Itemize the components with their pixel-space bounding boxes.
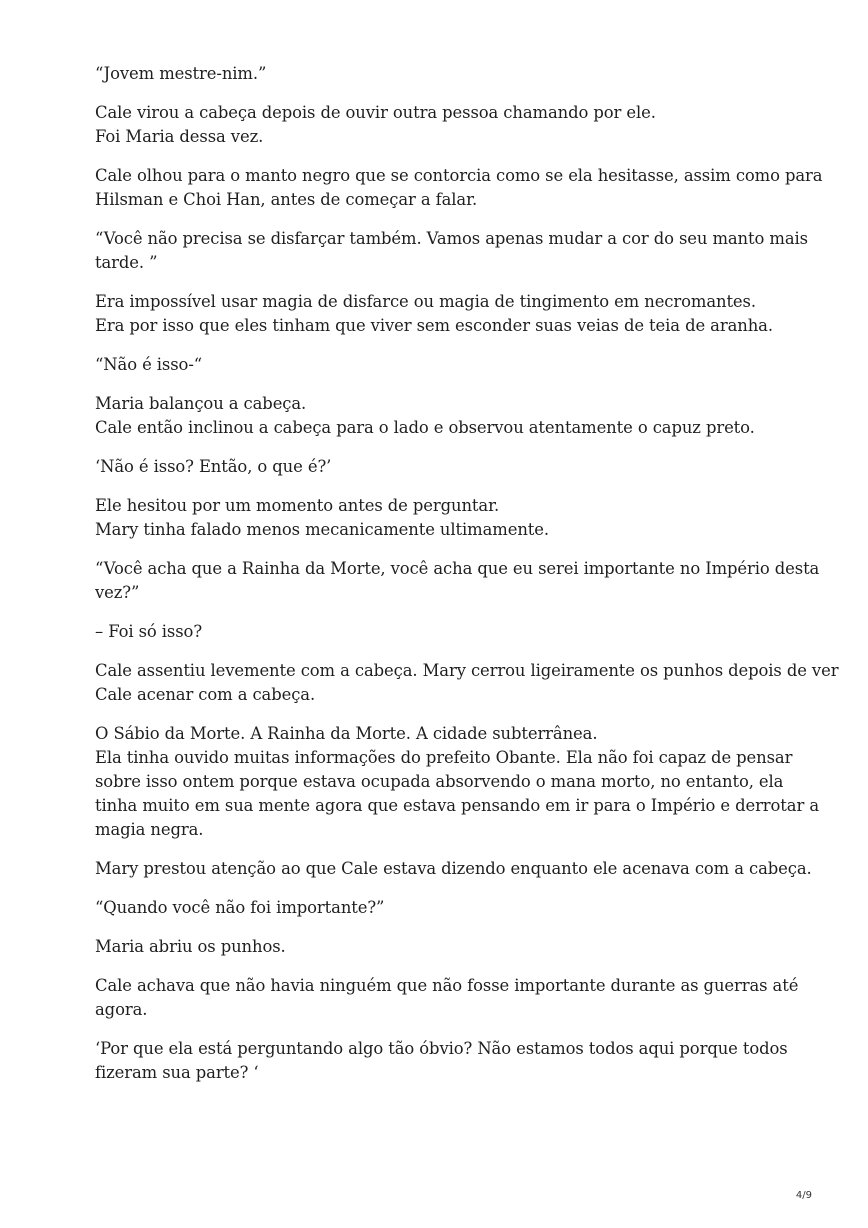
text-line: Era impossível usar magia de disfarce ou magia de tingimento em necromantes. bbox=[95, 292, 756, 311]
text-line: Era por isso que eles tinham que viver sem esconder suas veias de teia de aranha. bbox=[95, 316, 773, 335]
text-line: “Jovem mestre-nim.” bbox=[95, 64, 267, 83]
text-line: tinha muito em sua mente agora que estava pensando em ir para o Império e derrotar a bbox=[95, 796, 819, 815]
text-line: Maria balançou a cabeça. bbox=[95, 394, 307, 413]
text-line: Maria abriu os punhos. bbox=[95, 937, 286, 956]
paragraph bbox=[95, 659, 839, 707]
text-line: Ela tinha ouvido muitas informações do prefeito Obante. Ela não foi capaz de pensar bbox=[95, 748, 793, 767]
text-line: ‘Não é isso? Então, o que é?’ bbox=[95, 457, 332, 476]
text-line: sobre isso ontem porque estava ocupada absorvendo o mana morto, no entanto, ela bbox=[95, 772, 784, 791]
paragraph bbox=[95, 857, 812, 881]
paragraph bbox=[95, 164, 823, 212]
text-line: Cale acenar com a cabeça. bbox=[95, 685, 316, 704]
text-line: ‘Por que ela está perguntando algo tão óbvio? Não estamos todos aqui porque todos bbox=[95, 1039, 788, 1058]
text-line: agora. bbox=[95, 1000, 148, 1019]
text-line: tarde. ” bbox=[95, 253, 158, 272]
text-line: Cale virou a cabeça depois de ouvir outra pessoa chamando por ele. bbox=[95, 103, 656, 122]
text-line: “Quando você não foi importante?” bbox=[95, 898, 385, 917]
text-line: O Sábio da Morte. A Rainha da Morte. A cidade subterrânea. bbox=[95, 724, 598, 743]
text-line: – Foi só isso? bbox=[95, 622, 203, 641]
paragraph bbox=[95, 494, 795, 542]
paragraph bbox=[95, 935, 795, 959]
text-line: Cale então inclinou a cabeça para o lado e observou atentamente o capuz preto. bbox=[95, 418, 755, 437]
paragraph bbox=[95, 227, 808, 275]
page-number: 4/9 bbox=[795, 1190, 812, 1201]
paragraph bbox=[95, 896, 795, 920]
text-line: Hilsman e Choi Han, antes de começar a falar. bbox=[95, 190, 478, 209]
document-body bbox=[95, 62, 839, 1100]
text-line: “Não é isso-“ bbox=[95, 355, 203, 374]
paragraph bbox=[95, 353, 795, 377]
text-line: magia negra. bbox=[95, 820, 204, 839]
paragraph bbox=[95, 620, 795, 644]
text-line: Cale olhou para o manto negro que se contorcia como se ela hesitasse, assim como para bbox=[95, 166, 823, 185]
text-line: “Você não precisa se disfarçar também. Vamos apenas mudar a cor do seu manto mais bbox=[95, 229, 808, 248]
paragraph bbox=[95, 557, 820, 605]
paragraph bbox=[95, 722, 819, 842]
text-line: “Você acha que a Rainha da Morte, você acha que eu serei importante no Império desta bbox=[95, 559, 820, 578]
text-line: fizeram sua parte? ‘ bbox=[95, 1063, 259, 1082]
paragraph bbox=[95, 1037, 795, 1085]
text-line: Mary tinha falado menos mecanicamente ultimamente. bbox=[95, 520, 549, 539]
text-line: Mary prestou atenção ao que Cale estava dizendo enquanto ele acenava com a cabeça. bbox=[95, 859, 812, 878]
paragraph bbox=[95, 974, 799, 1022]
text-line: Cale assentiu levemente com a cabeça. Mary cerrou ligeiramente os punhos depois de ver bbox=[95, 661, 839, 680]
paragraph bbox=[95, 62, 795, 86]
text-line: Cale achava que não havia ninguém que não fosse importante durante as guerras até bbox=[95, 976, 799, 995]
paragraph bbox=[95, 101, 795, 149]
text-line: Ele hesitou por um momento antes de perguntar. bbox=[95, 496, 500, 515]
text-line: Foi Maria dessa vez. bbox=[95, 127, 264, 146]
text-line: vez?” bbox=[95, 583, 140, 602]
paragraph bbox=[95, 455, 795, 479]
paragraph bbox=[95, 290, 795, 338]
paragraph bbox=[95, 392, 795, 440]
